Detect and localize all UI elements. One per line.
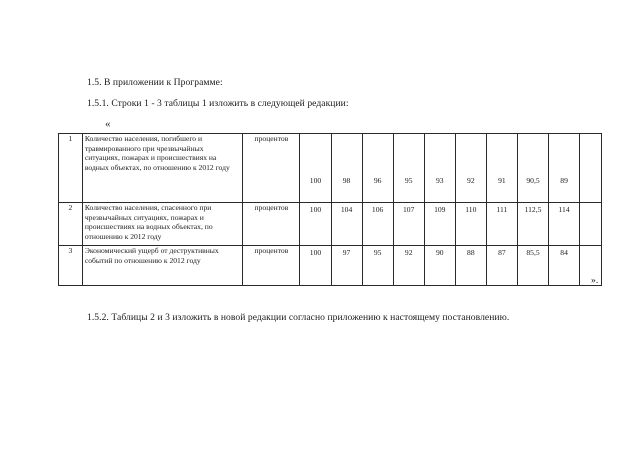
value-cell: 100 (300, 246, 331, 286)
value-cell: 90 (424, 246, 455, 286)
table-row (59, 203, 602, 246)
value-cell: 87 (486, 246, 517, 286)
row-number: 3 (59, 246, 83, 286)
unit-cell: процентов (243, 203, 300, 246)
amendment-table (58, 133, 602, 286)
table-row (59, 246, 602, 286)
value-cell: 97 (331, 246, 362, 286)
value-cell: 100 (300, 203, 331, 246)
value-cell: 91 (486, 134, 517, 203)
value-cell: 111 (486, 203, 517, 246)
value-cell: 100 (300, 134, 331, 203)
value-cell: 88 (455, 246, 486, 286)
row-number: 1 (59, 134, 83, 203)
value-cell: 107 (393, 203, 424, 246)
value-cell: 98 (331, 134, 362, 203)
row-number: 2 (59, 203, 83, 246)
value-cell: 114 (549, 203, 580, 246)
indicator-cell: Количество населения, погибшего и травмированного при чрезвычайных ситуациях, пожарах и происшествиях на водных объектах, по отношению к 2012 году (82, 134, 243, 203)
value-cell: 84 (549, 246, 580, 286)
value-cell: 104 (331, 203, 362, 246)
value-cell (580, 203, 602, 246)
value-cell: 96 (362, 134, 393, 203)
value-cell (580, 134, 602, 203)
unit-cell: процентов (243, 134, 300, 203)
value-cell: 92 (393, 246, 424, 286)
paragraph-1-5-1: 1.5.1. Строки 1 - 3 таблицы 1 изложить в следующей редакции: (87, 98, 349, 109)
quote-open: « (105, 118, 111, 130)
table-row (59, 134, 602, 203)
indicator-cell: Количество населения, спасенного при чрезвычайных ситуациях, пожарах и происшествиях на водных объектах, по отношению к 2012 году (82, 203, 243, 246)
value-cell: 106 (362, 203, 393, 246)
value-cell: 90,5 (517, 134, 548, 203)
value-cell: 92 (455, 134, 486, 203)
paragraph-1-5-2: 1.5.2. Таблицы 2 и 3 изложить в новой редакции согласно приложению к настоящему постановлению. (87, 312, 510, 323)
value-cell: 109 (424, 203, 455, 246)
paragraph-1-5: 1.5. В приложении к Программе: (87, 77, 223, 88)
value-cell: 95 (393, 134, 424, 203)
value-cell: 112,5 (517, 203, 548, 246)
value-cell: 85,5 (517, 246, 548, 286)
value-cell: 93 (424, 134, 455, 203)
value-cell: 110 (455, 203, 486, 246)
quote-close: ». (591, 275, 599, 286)
indicator-cell: Экономический ущерб от деструктивных событий по отношению к 2012 году (82, 246, 243, 286)
value-cell: 95 (362, 246, 393, 286)
value-cell: 89 (549, 134, 580, 203)
unit-cell: процентов (243, 246, 300, 286)
